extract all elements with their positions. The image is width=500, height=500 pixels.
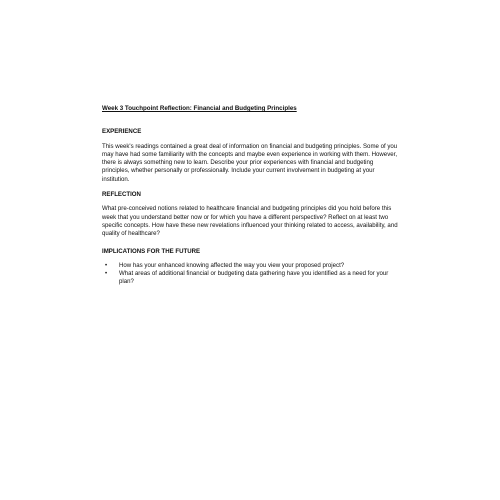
bullet-icon: •	[105, 262, 108, 269]
section-heading-implications: IMPLICATIONS FOR THE FUTURE	[102, 247, 201, 255]
section-implications	[102, 248, 402, 287]
section-heading-reflection: REFLECTION	[102, 191, 141, 199]
section-experience	[102, 128, 402, 184]
section-text-experience: This week's readings contained a great deal of information on financial and budgeting principles. Some of you may have had some familiarity with the concepts and maybe even experience in working with them. However, there is always something new to learn. Describe your prior experiences with financial and budgeting principles, whether personally or professionally. Include your current involvement in budgeting at your institution.	[102, 142, 398, 183]
implications-list	[102, 262, 402, 287]
section-text-reflection: What pre-conceived notions related to healthcare financial and budgeting principles did you hold before this week that you understand better now or for which you have a different perspective? Reflect on at least two specific concepts. How have these new revelations influenced your thinking related to access, availability, and quality of healthcare?	[102, 205, 398, 238]
document-title: Week 3 Touchpoint Reflection: Financial and Budgeting Principles	[102, 105, 297, 112]
section-heading-experience: EXPERIENCE	[102, 128, 142, 136]
document-body	[102, 105, 402, 287]
list-item	[102, 262, 402, 270]
bullet-icon: •	[105, 271, 108, 278]
list-item-text: How has your enhanced knowing affected the way you view your proposed project?	[119, 261, 345, 269]
section-reflection	[102, 191, 402, 238]
list-item	[102, 270, 402, 287]
list-item-text: What areas of additional financial or budgeting data gathering have you identified as a need for your plan?	[119, 270, 389, 286]
